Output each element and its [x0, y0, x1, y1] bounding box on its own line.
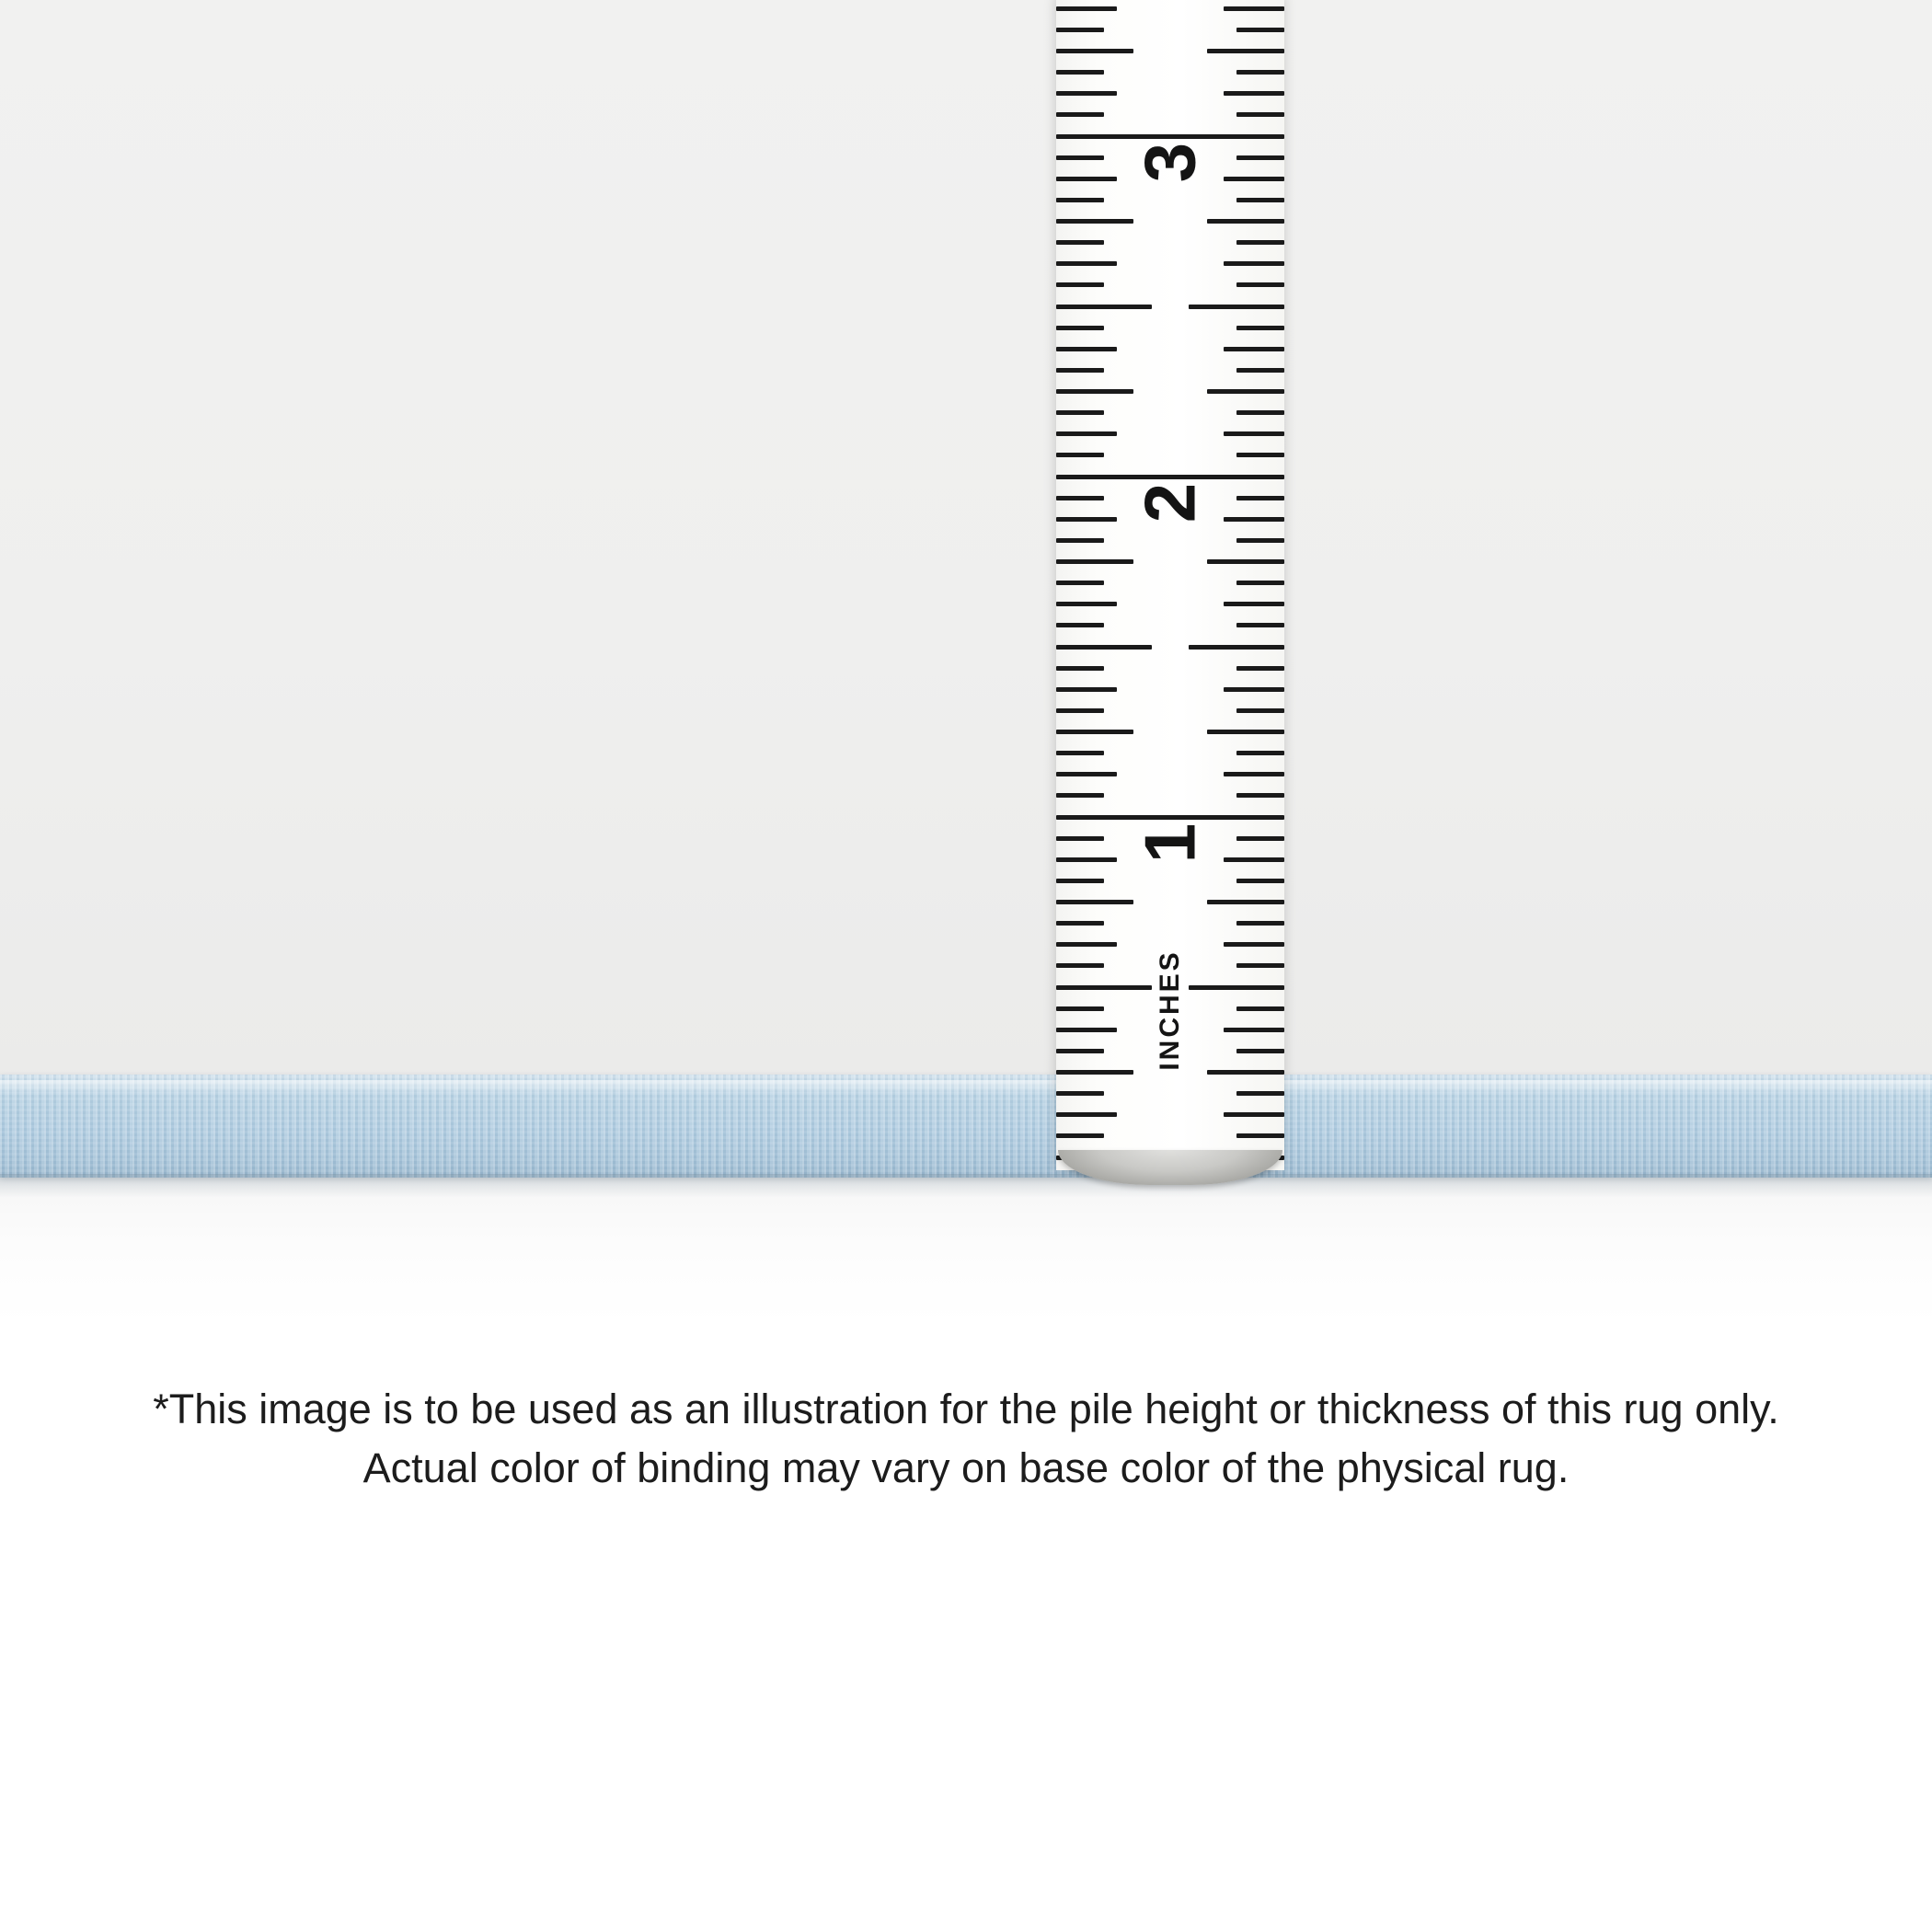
ruler-tick [1056, 517, 1117, 522]
ruler-tick [1056, 198, 1104, 202]
ruler-tick [1207, 219, 1284, 224]
ruler-tick [1056, 177, 1117, 181]
ruler-tick [1056, 602, 1117, 606]
ruler-tick [1224, 1112, 1284, 1117]
ruler-number-label: 3 [1129, 141, 1211, 183]
ruler-tick [1224, 347, 1284, 351]
ruler-tick [1056, 49, 1133, 53]
ruler-tick [1236, 751, 1284, 755]
ruler-tick [1236, 879, 1284, 883]
ruler-tick [1236, 708, 1284, 713]
ruler-tick [1056, 6, 1117, 11]
ruler-tick [1236, 410, 1284, 415]
ruler-tick [1236, 155, 1284, 160]
ruler-tick [1056, 155, 1104, 160]
ruler-tick [1224, 1028, 1284, 1032]
ruler-tick [1056, 879, 1104, 883]
ruler-tick [1056, 1028, 1117, 1032]
ruler-tick [1056, 28, 1104, 32]
ruler-tick [1224, 602, 1284, 606]
ruler-tick [1056, 496, 1104, 500]
ruler-tick [1236, 326, 1284, 330]
ruler-tick [1056, 985, 1152, 990]
ruler-tick [1224, 261, 1284, 266]
ruler-tick [1207, 389, 1284, 394]
ruler-tick [1056, 368, 1104, 373]
ruler-tick [1236, 793, 1284, 798]
ruler-tick [1056, 751, 1104, 755]
ruler-tick [1056, 857, 1117, 862]
ruler-tick [1207, 1070, 1284, 1075]
ruler-tick [1056, 623, 1104, 627]
ruler-tick [1056, 793, 1104, 798]
ruler-tick [1056, 1133, 1104, 1138]
ruler-tick [1207, 900, 1284, 904]
ruler-tick [1056, 942, 1117, 947]
ruler-tick [1236, 963, 1284, 968]
ruler-tick [1224, 942, 1284, 947]
ruler-tick [1236, 1049, 1284, 1053]
ruler-tick [1167, 134, 1284, 139]
ruler-tick [1056, 1006, 1104, 1011]
ruler-tick [1189, 645, 1284, 650]
ruler-tick [1056, 240, 1104, 245]
ruler-tick [1236, 1006, 1284, 1011]
ruler-tick [1236, 198, 1284, 202]
ruler-tick [1056, 1070, 1133, 1075]
ruler-tick [1236, 581, 1284, 585]
ruler-tick [1056, 261, 1117, 266]
ruler-tick [1224, 431, 1284, 436]
ruler-tick [1056, 687, 1117, 692]
ruler-tick [1056, 559, 1133, 564]
ruler-tick [1056, 836, 1104, 841]
ruler-tick [1056, 410, 1104, 415]
ruler-tick [1224, 6, 1284, 11]
ruler-tick [1056, 772, 1117, 776]
ruler-tick [1236, 240, 1284, 245]
ruler-tick [1224, 772, 1284, 776]
ruler-tick [1236, 1091, 1284, 1096]
ruler-number-label: 1 [1129, 822, 1211, 864]
ruler-tick [1167, 815, 1284, 820]
ruler-tick [1056, 963, 1104, 968]
ruler-tick [1056, 645, 1152, 650]
ruler-tick [1056, 305, 1152, 309]
ruler-tick [1224, 177, 1284, 181]
ruler-tick [1207, 730, 1284, 734]
ruler-tick [1056, 70, 1104, 75]
ruler-tick [1056, 921, 1104, 926]
ruler-tick [1236, 921, 1284, 926]
ruler-tick [1236, 496, 1284, 500]
ruler-tick [1056, 389, 1133, 394]
ruler-unit-label: INCHES [1155, 949, 1185, 1071]
ruler-tick [1056, 475, 1174, 479]
ruler-tick [1056, 538, 1104, 543]
ruler-tick [1056, 282, 1104, 287]
ruler-tick [1236, 282, 1284, 287]
ruler-tick [1224, 857, 1284, 862]
ruler-tick [1056, 581, 1104, 585]
ruler-tick [1056, 219, 1133, 224]
ruler-tick [1056, 730, 1133, 734]
ruler-tick [1224, 91, 1284, 96]
ruler-tick [1236, 1133, 1284, 1138]
ruler-tick [1056, 900, 1133, 904]
ruler-tick [1056, 431, 1117, 436]
ruler-tick [1224, 687, 1284, 692]
ruler-tick [1056, 666, 1104, 671]
ruler-tick [1056, 326, 1104, 330]
ruler-tick [1056, 453, 1104, 457]
ruler-tick [1056, 91, 1117, 96]
ruler-tick [1056, 134, 1174, 139]
ruler-tick [1056, 112, 1104, 117]
ruler-tick [1236, 368, 1284, 373]
ruler-tick [1236, 666, 1284, 671]
ruler-tick [1207, 559, 1284, 564]
ruler-tick [1236, 112, 1284, 117]
ruler-tick [1189, 305, 1284, 309]
caption-line-1: *This image is to be used as an illustration for the pile height or thickness of this rug only. [153, 1386, 1779, 1432]
ruler-tick [1236, 538, 1284, 543]
ruler-tick [1167, 475, 1284, 479]
caption-block [0, 1380, 1932, 1498]
ruler-tick [1236, 453, 1284, 457]
ruler-tick [1236, 623, 1284, 627]
ruler-tick [1224, 517, 1284, 522]
caption-line-2: Actual color of binding may vary on base color of the physical rug. [362, 1443, 1570, 1491]
rug-binding-edge [0, 1075, 1932, 1178]
ruler-tick [1207, 49, 1284, 53]
ruler-tick [1056, 1112, 1117, 1117]
ruler-tick [1056, 1049, 1104, 1053]
measuring-ruler [1056, 0, 1284, 1170]
ruler-tick [1236, 836, 1284, 841]
ruler-tick [1189, 985, 1284, 990]
ruler-tick [1056, 347, 1117, 351]
ruler-tick [1236, 28, 1284, 32]
floor-surface [0, 1176, 1932, 1325]
ruler-tick [1236, 70, 1284, 75]
ruler-tick [1056, 815, 1174, 820]
ruler-number-label: 2 [1129, 481, 1211, 523]
ruler-tick [1056, 1091, 1104, 1096]
ruler-tick [1056, 708, 1104, 713]
